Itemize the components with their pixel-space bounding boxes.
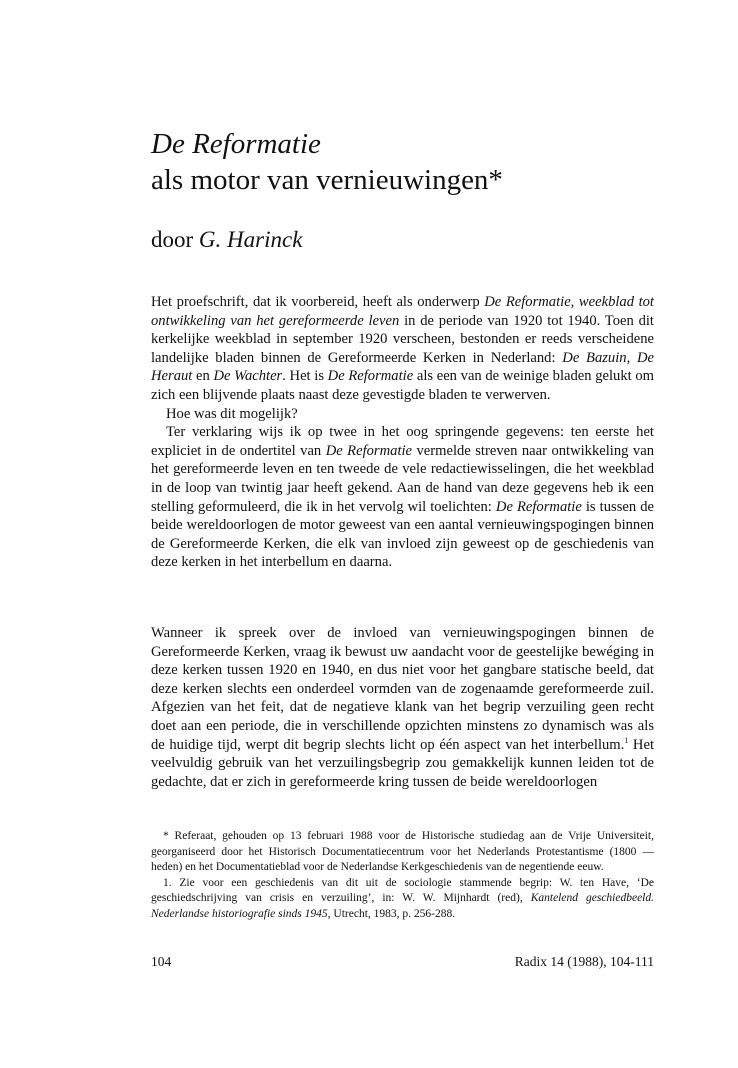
italic-run: De Bazuin, De Heraut [151, 349, 654, 385]
italic-run: De Reformatie, weekblad tot ontwikkeling van het gereformeerde leven [151, 294, 654, 329]
footnotes [151, 829, 654, 922]
paragraph-1 [151, 293, 654, 405]
paragraph-2 [151, 405, 654, 424]
italic-run: De Wachter [213, 368, 283, 385]
title-line-1: De Reformatie [151, 128, 321, 160]
paragraph-3 [151, 423, 654, 572]
text-run: in de periode van 1920 tot 1940. Toen dit kerkelijke weekblad in september 1920 verscheen, bestonden er reeds verscheidene landelijke bladen binnen de Gereformeerde Kerken in Nederland: [151, 312, 654, 366]
page-number: 104 [151, 954, 172, 969]
author-prefix: door [151, 227, 199, 252]
text-run: , Utrecht, 1983, p. 256-288. [327, 907, 456, 920]
italic-run: De Reformatie [495, 498, 582, 515]
author-line [151, 225, 302, 255]
text-run: is tussen de beide wereldoorlogen de motor geweest van een aantal vernieuwingspogingen binnen de Gereformeerde Kerken, die elk van invloed zijn geweest op de geschiedenis van deze kerken in het interbellum en daarna. [151, 498, 654, 571]
text-run: * Referaat, gehouden op 13 februari 1988 voor de Historische studiedag aan de Vrije Universiteit, georganiseerd door het Historisch Documentatiecentrum voor het Nederlands Protestantisme (1800 — heden) en het Documentatieblad voor de Nederlandse Kerkgeschiedenis van de negentiende eeuw. [151, 830, 654, 873]
italic-run: Kantelend geschiedbeeld. Nederlandse historiografie sinds 1945 [151, 892, 654, 920]
text-run: 1. Zie voor een geschiedenis van dit uit de sociologie stammende begrip: W. ten Have, ‘De geschiedschrijving van crisis en verzuiling’, in: W. W. Mijnhardt (red), [151, 876, 654, 904]
running-head: Radix 14 (1988), 104-111 [514, 954, 654, 969]
italic-run: De Reformatie [325, 442, 413, 459]
text-run: Ter verklaring wijs ik op twee in het oog springende gegevens: ten eerste het expliciet in de ondertitel van [151, 424, 654, 459]
italic-run: De Reformatie [327, 368, 414, 385]
text-run: als een van de weinige bladen gelukt om zich een blijvende plaats naast deze gevestigde bladen te verwerven. [151, 368, 655, 403]
text-run: Het veelvuldig gebruik van het verzuilingsbegrip zou gemakkelijk kunnen leiden tot de gedachte, dat er zich in gereformeerde kring tussen de beide wereldoorlogen [151, 736, 654, 790]
text-run: vermelde streven naar ontwikkeling van het gereformeerde leven en ten tweede de vele redactiewisselingen, die het weekblad in de loop van twintig jaar heeft gekend. Aan de hand van deze gegevens heb ik een stelling geformuleerd, die ik in het vervolg wil toelichten: [151, 442, 654, 515]
title-line-2: als motor van vernieuwingen* [151, 164, 503, 196]
text-run: . Het is [282, 368, 328, 385]
body-section-2 [151, 624, 654, 791]
text-run: Het proefschrift, dat ik voorbereid, heeft als onderwerp [151, 294, 485, 310]
article-title [151, 126, 671, 198]
text-run: en [192, 368, 214, 385]
footnote-ref: 1 [624, 735, 629, 745]
author-name: G. Harinck [198, 227, 303, 252]
footnote-1 [151, 876, 654, 923]
paragraph-4 [151, 624, 654, 791]
text-run: Wanneer ik spreek over de invloed van vernieuwingspogingen binnen de Gereformeerde Kerken, vraag ik bewust uw aandacht voor de geestelijke bewéging in deze kerken tussen 1920 en 1940, en dus niet voor het gangbare statische beeld, dat deze kerken slechts een onderdeel vormden van de zogenaamde gereformeerde zuil. Afgezien van het feit, dat de negatieve klank van het begrip verzuiling geen recht doet aan een periode, die in verschillende opzichten minstens zo dynamisch was als de huidige tijd, werpt dit begrip slechts licht op één aspect van het interbellum. [151, 625, 654, 753]
footnote-star [151, 829, 654, 876]
text-run: Hoe was dit mogelijk? [166, 405, 298, 422]
body-section-1 [151, 293, 654, 572]
